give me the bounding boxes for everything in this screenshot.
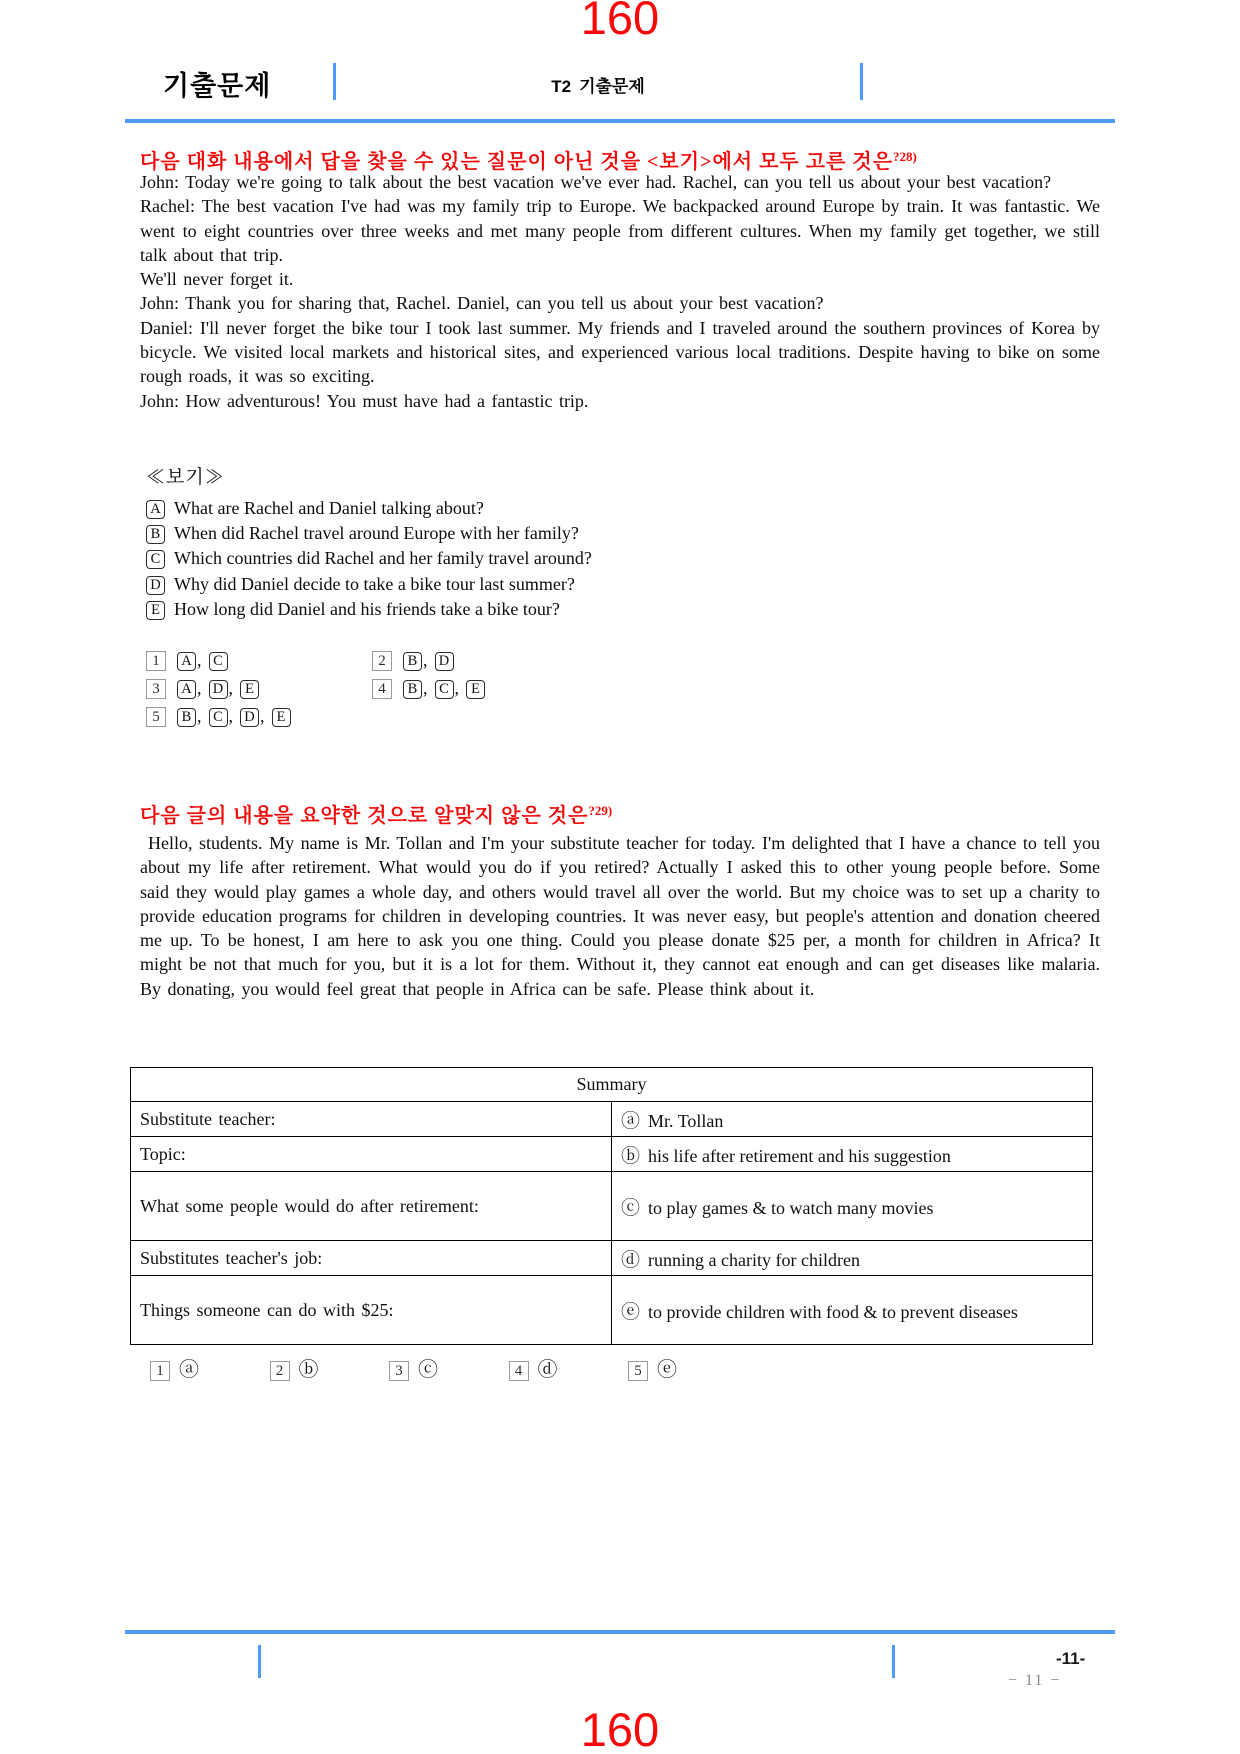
circled-letter: ⓑ bbox=[298, 1359, 319, 1381]
option-number: 1 bbox=[146, 651, 166, 671]
table-row bbox=[131, 1276, 1093, 1345]
option-2 bbox=[372, 647, 672, 673]
summary-table bbox=[130, 1067, 1093, 1345]
boki-list bbox=[146, 462, 592, 622]
dialogue-line: Daniel: I'll never forget the bike tour I took last summer. My friends and I traveled around the southern provinces of Korea by bicycle. We visited local markets and historical sites, and experienced various local traditions. Despite having to bike on some rough roads, it was so exciting. bbox=[140, 317, 1100, 387]
dialogue-line: We'll never forget it. bbox=[140, 269, 294, 290]
boki-choice-c bbox=[146, 546, 592, 571]
footer-rule bbox=[125, 1630, 1115, 1634]
table-row bbox=[131, 1172, 1093, 1241]
boxed-letter: A bbox=[146, 500, 165, 519]
footer-divider-bar-left bbox=[258, 1645, 261, 1678]
footer-page-label: -11- bbox=[1056, 1649, 1086, 1668]
separator: , bbox=[423, 650, 428, 670]
row-value-text: Mr. Tollan bbox=[648, 1110, 724, 1131]
separator: , bbox=[197, 706, 202, 726]
option-3 bbox=[389, 1353, 438, 1382]
boki-choice-a bbox=[146, 496, 592, 521]
boxed-letter: A bbox=[177, 680, 196, 699]
question-28-number-ref: ?28) bbox=[893, 149, 917, 164]
question-29-passage bbox=[140, 831, 1100, 1001]
boxed-letter: D bbox=[146, 576, 165, 595]
row-value bbox=[612, 1172, 1093, 1241]
separator: , bbox=[260, 706, 265, 726]
boki-choice-e bbox=[146, 597, 592, 622]
header-title-center bbox=[336, 72, 860, 97]
option-number: 3 bbox=[389, 1361, 409, 1381]
option-number: 4 bbox=[372, 679, 392, 699]
option-number: 2 bbox=[270, 1361, 290, 1381]
boki-choice-text: Which countries did Rachel and her family travel around? bbox=[174, 548, 592, 569]
option-1 bbox=[146, 647, 372, 673]
table-row bbox=[131, 1241, 1093, 1276]
header-rule bbox=[125, 119, 1115, 123]
boxed-letter: C bbox=[209, 708, 228, 727]
row-label: Substitute teacher: bbox=[131, 1102, 612, 1137]
question-29-number-ref: ?29) bbox=[588, 803, 613, 818]
boki-choice-b bbox=[146, 521, 592, 546]
separator: , bbox=[197, 650, 202, 670]
question-28-title-text: 다음 대화 내용에서 답을 찾을 수 있는 질문이 아닌 것을 <보기>에서 모두 고른 것은 bbox=[140, 151, 894, 173]
boxed-letter: B bbox=[146, 525, 165, 544]
boxed-letter: B bbox=[403, 652, 422, 671]
option-5 bbox=[146, 703, 372, 729]
header-tag: T2 bbox=[551, 77, 572, 96]
page-number-top: 160 bbox=[580, 0, 660, 44]
option-4 bbox=[372, 675, 672, 701]
table-row bbox=[131, 1137, 1093, 1172]
separator: , bbox=[228, 678, 233, 698]
option-4 bbox=[509, 1353, 558, 1382]
boxed-letter: C bbox=[146, 550, 165, 569]
boki-choice-d bbox=[146, 572, 592, 597]
separator: , bbox=[228, 706, 233, 726]
option-1 bbox=[150, 1353, 199, 1382]
circled-letter: ⓔ bbox=[621, 1301, 641, 1323]
row-label: What some people would do after retirement: bbox=[131, 1172, 612, 1241]
row-value bbox=[612, 1137, 1093, 1172]
dialogue-line: John: Thank you for sharing that, Rachel. Daniel, can you tell us about your best vacation? bbox=[140, 293, 824, 314]
dialogue-line: John: Today we're going to talk about the best vacation we've ever had. Rachel, can you tell us about your best vacation? bbox=[140, 172, 1052, 192]
dialogue-line: John: How adventurous! You must have had a fantastic trip. bbox=[140, 390, 589, 411]
row-label: Topic: bbox=[131, 1137, 612, 1172]
boki-choice-text: What are Rachel and Daniel talking about? bbox=[174, 498, 484, 518]
boxed-letter: C bbox=[209, 652, 228, 671]
option-3 bbox=[146, 675, 372, 701]
circled-letter: ⓒ bbox=[621, 1197, 641, 1219]
circled-letter: ⓐ bbox=[621, 1110, 641, 1132]
separator: , bbox=[423, 678, 428, 698]
boxed-letter: D bbox=[240, 708, 259, 727]
circled-letter: ⓐ bbox=[179, 1359, 199, 1381]
option-number: 1 bbox=[150, 1361, 170, 1381]
circled-letter: ⓑ bbox=[621, 1145, 641, 1167]
boxed-letter: B bbox=[177, 708, 196, 727]
boki-choice-text: How long did Daniel and his friends take a bike tour? bbox=[174, 598, 560, 619]
header-title-left: 기출문제 bbox=[163, 71, 272, 101]
option-number: 4 bbox=[509, 1361, 529, 1381]
table-row bbox=[131, 1102, 1093, 1137]
row-label: Substitutes teacher's job: bbox=[131, 1241, 612, 1276]
option-number: 5 bbox=[628, 1361, 648, 1381]
row-value-text: to provide children with food & to prevent diseases bbox=[648, 1301, 1018, 1322]
circled-letter: ⓓ bbox=[621, 1249, 641, 1271]
row-value bbox=[612, 1276, 1093, 1345]
option-number: 3 bbox=[146, 679, 166, 699]
boxed-letter: E bbox=[466, 680, 485, 699]
page-number-bottom: 160 bbox=[580, 1703, 660, 1754]
summary-table-title-row bbox=[131, 1068, 1093, 1102]
row-value-text: to play games & to watch many movies bbox=[648, 1197, 934, 1218]
circled-letter: ⓒ bbox=[418, 1359, 438, 1381]
boxed-letter: E bbox=[272, 708, 291, 727]
boxed-letter: D bbox=[209, 680, 228, 699]
option-number: 5 bbox=[146, 707, 166, 727]
summary-table-title: Summary bbox=[131, 1068, 1093, 1102]
boki-choice-text: Why did Daniel decide to take a bike tour last summer? bbox=[174, 573, 575, 594]
header-divider-bar-right bbox=[860, 63, 863, 100]
row-value-text: his life after retirement and his suggestion bbox=[648, 1145, 951, 1166]
boxed-letter: B bbox=[403, 680, 422, 699]
question-29-title-text: 다음 글의 내용을 요약한 것으로 알맞지 않은 것은 bbox=[140, 805, 589, 827]
boxed-letter: C bbox=[435, 680, 454, 699]
boki-label: ≪보기≫ bbox=[146, 467, 225, 488]
header-center-label: 기출문제 bbox=[579, 77, 645, 96]
boxed-letter: A bbox=[177, 652, 196, 671]
separator: , bbox=[454, 678, 459, 698]
question-28-dialogue bbox=[140, 170, 1100, 413]
option-number: 2 bbox=[372, 651, 392, 671]
question-29-title bbox=[140, 799, 1110, 828]
dialogue-line: Rachel: The best vacation I've had was my family trip to Europe. We backpacked around Europe by train. It was fantastic. We went to eight countries over three weeks and met many people from different cultures. When my family get together, we still talk about that trip. bbox=[140, 196, 1100, 265]
row-value bbox=[612, 1241, 1093, 1276]
option-2 bbox=[270, 1353, 319, 1382]
separator: , bbox=[197, 678, 202, 698]
boxed-letter: E bbox=[240, 680, 259, 699]
boxed-letter: E bbox=[146, 601, 165, 620]
boki-choice-text: When did Rachel travel around Europe with her family? bbox=[174, 523, 579, 544]
boxed-letter: D bbox=[435, 652, 454, 671]
row-value bbox=[612, 1102, 1093, 1137]
footer-divider-bar-right bbox=[892, 1645, 895, 1678]
circled-letter: ⓓ bbox=[537, 1359, 558, 1381]
row-value-text: running a charity for children bbox=[648, 1249, 860, 1270]
question-28-options bbox=[146, 647, 672, 729]
footer-page-label-secondary: − 11 − bbox=[1008, 1672, 1062, 1689]
option-5 bbox=[628, 1353, 677, 1382]
row-label: Things someone can do with $25: bbox=[131, 1276, 612, 1345]
passage-text: Hello, students. My name is Mr. Tollan and I'm your substitute teacher for today. I'm delighted that I have a chance to tell you about my life after retirement. What would you do if you retired? Actually I asked this to other young people before. Some said they would play games a whole day, and others would travel all over the world. But my choice was to set up a charity to provide education programs for children in developing countries. It was never easy, but people's attention and donation cheered me up. To be honest, I am here to ask you one thing. Could you please donate $25 per, a month for children in Africa? It might be not that much for you, but it is a lot for them. Without it, they cannot eat enough and can get diseases like malaria. By donating, you would feel great that people in Africa can be safe. Please think about it. bbox=[140, 833, 1100, 999]
circled-letter: ⓔ bbox=[657, 1359, 677, 1381]
question-29-options bbox=[150, 1353, 743, 1382]
